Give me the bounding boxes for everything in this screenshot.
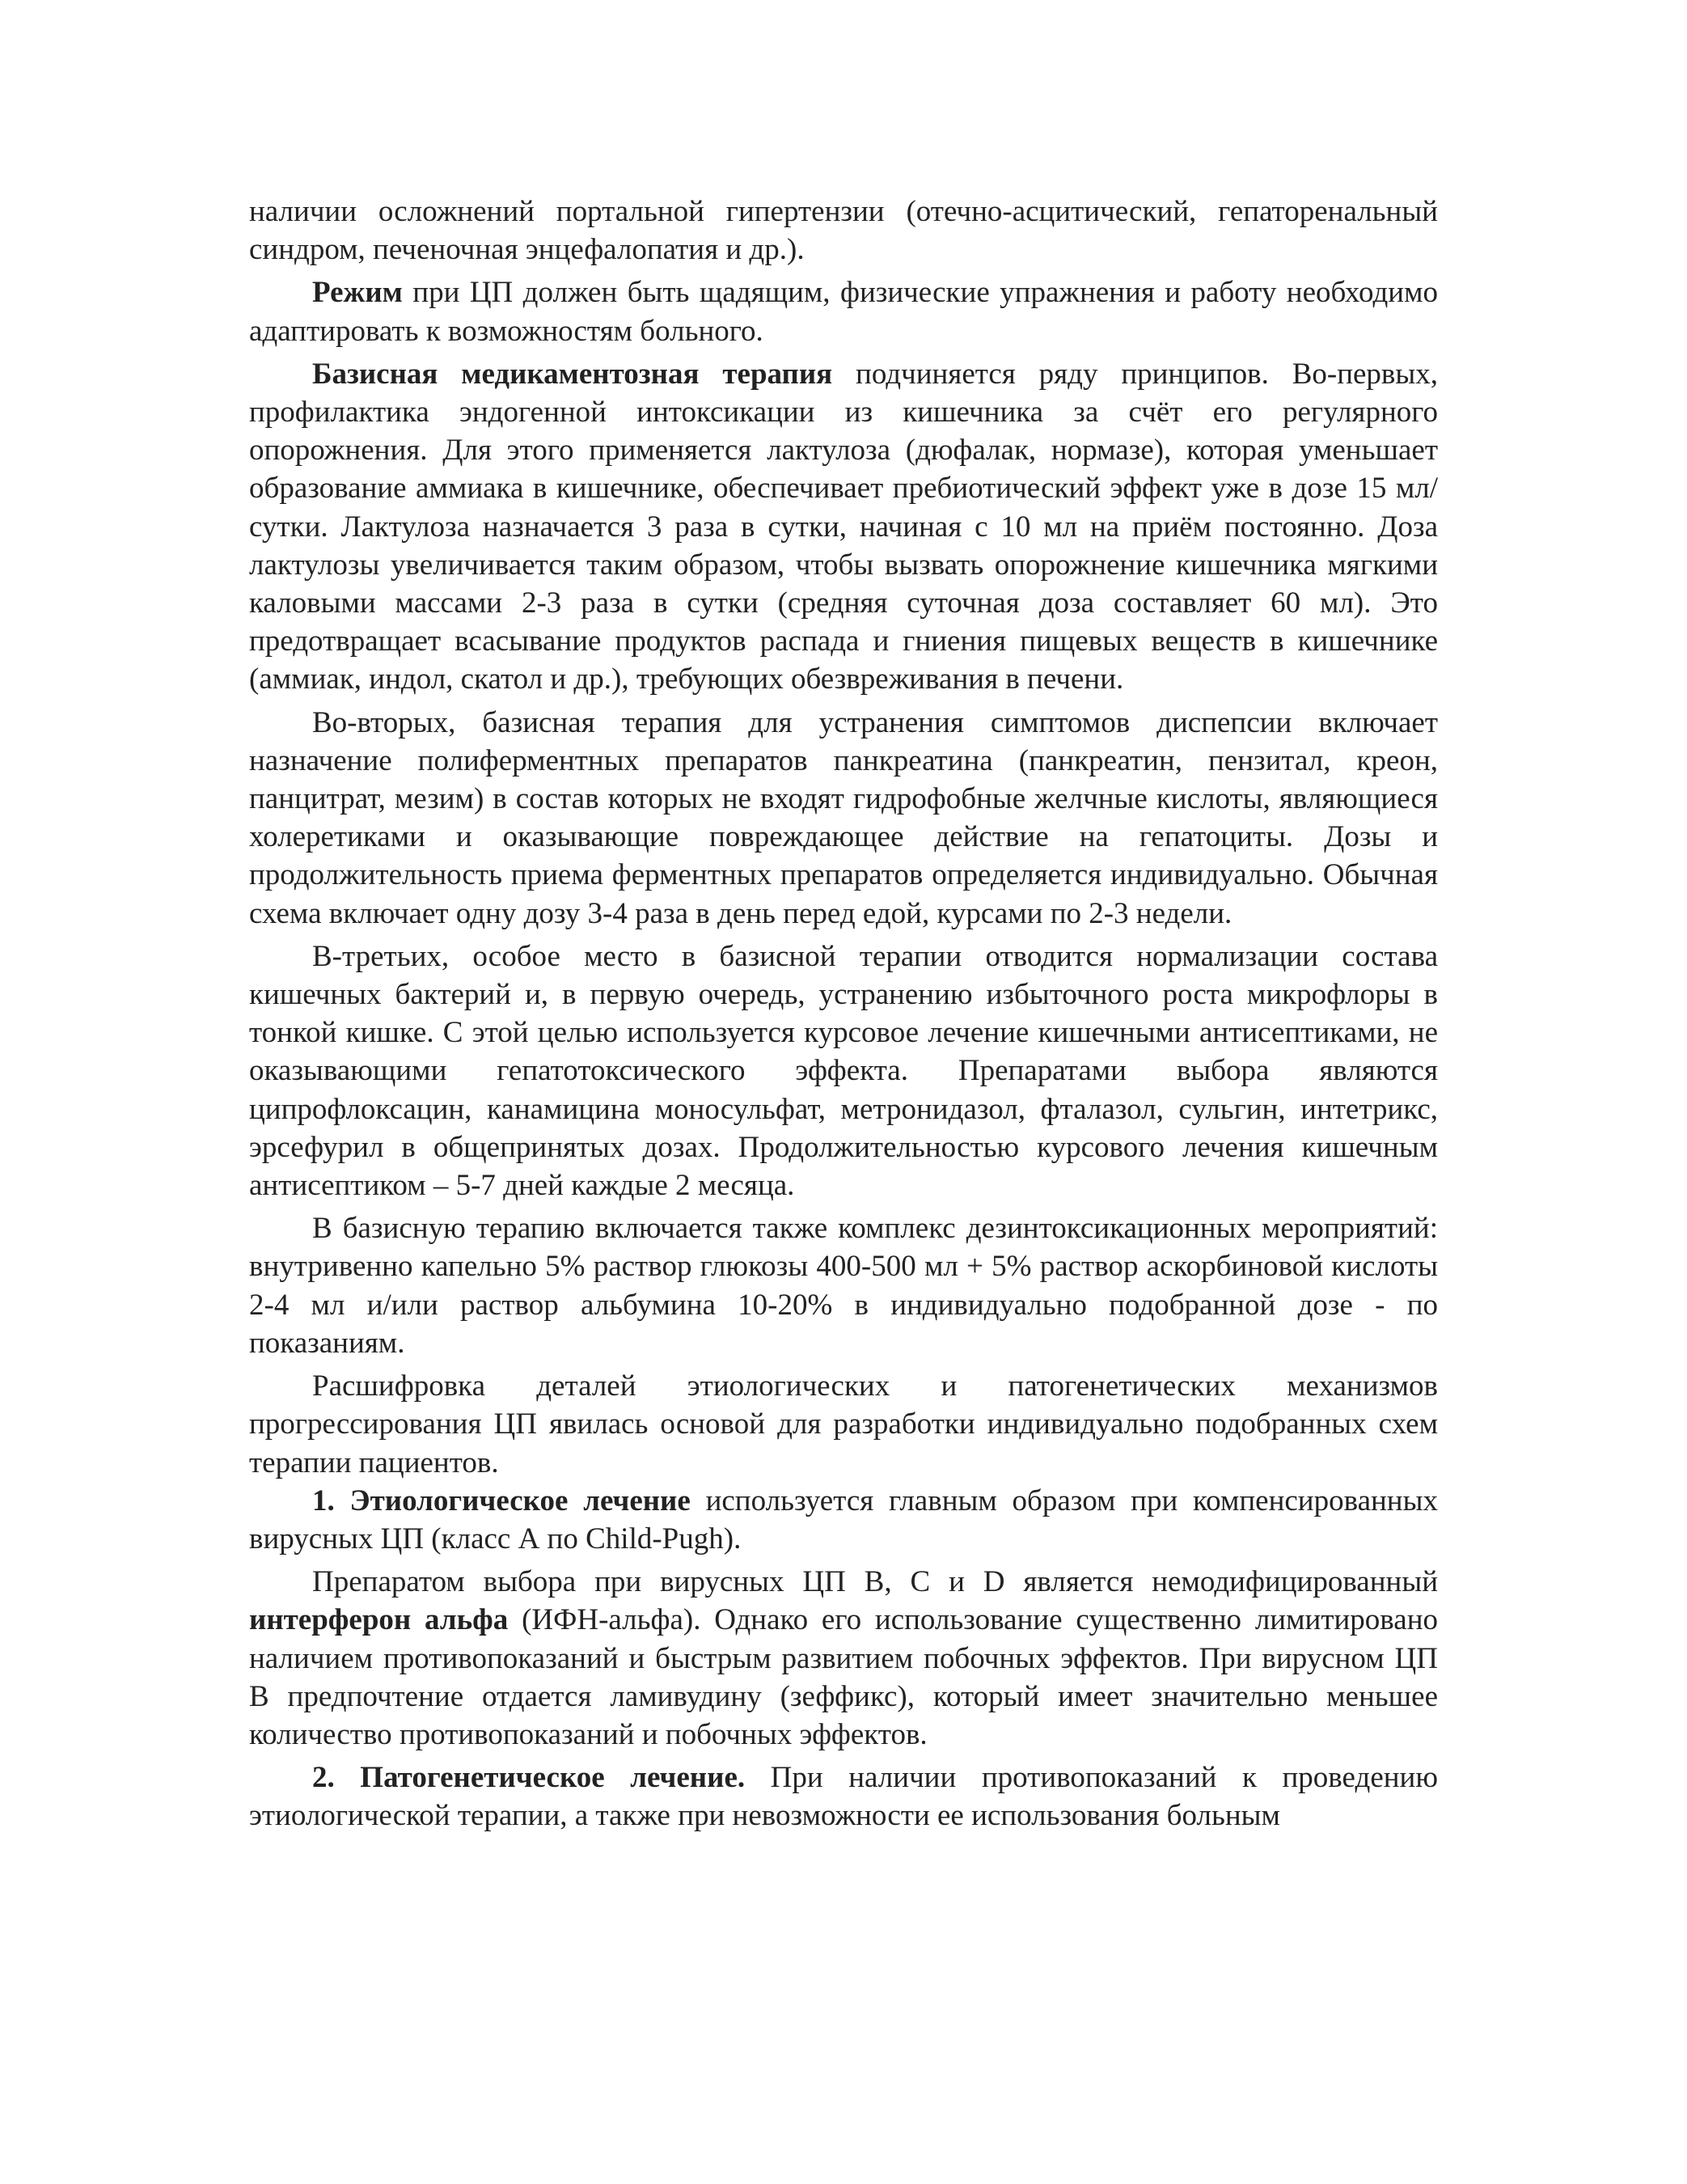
term-interferon: интерферон альфа bbox=[249, 1603, 509, 1637]
term-regime: Режим bbox=[312, 276, 403, 310]
paragraph-pathogenetic-treatment bbox=[249, 1759, 1438, 1835]
heading-pathogenetic-treatment: 2. Патогенетическое лечение. bbox=[312, 1761, 746, 1795]
paragraph-text: Во-вторых, базисная терапия для устранения симптомов диспепсии включает назначение полиферментных препаратов панкреатина (панкреатин, пензитал, креон, панцитрат, мезим) в состав которых не входят гидрофобные желчные кислоты, являющиеся холеретиками и оказывающие повреждающее действие на гепатоциты. Дозы и продолжительность приема ферментных препаратов определяется индивидуально. Обычная схема включает одну дозу 3-4 раза в день перед едой, курсами по 2-3 недели. bbox=[249, 705, 1438, 930]
paragraph-detox bbox=[249, 1209, 1438, 1362]
paragraph-portal-hypertension bbox=[249, 193, 1438, 269]
paragraph-text: Расшифровка деталей этиологических и патогенетических механизмов прогрессирования ЦП явилась основой для разработки индивидуально подобранных схем терапии пациентов. bbox=[249, 1369, 1438, 1479]
paragraph-text: В базисную терапию включается также комплекс дезинтоксикационных мероприятий: внутривенно капельно 5% раствор глюкозы 400-500 мл + 5% раствор аскорбиновой кислоты 2-4 мл и/или раствор альбумина 10-20% в индивидуально подобранной дозе - по показаниям. bbox=[249, 1212, 1438, 1360]
paragraph-basic-therapy bbox=[249, 355, 1438, 699]
paragraph-text: (ИФН-альфа). Однако его использование существенно лимитировано наличием противопоказаний и быстрым развитием побочных эффектов. При вирусном ЦП В предпочтение отдается ламивудину (зеффикс), который имеет значительно меньшее количество противопоказаний и побочных эффектов. bbox=[249, 1603, 1438, 1751]
paragraph-etiological-treatment bbox=[249, 1482, 1438, 1558]
paragraph-regime bbox=[249, 273, 1438, 349]
document-page bbox=[249, 193, 1438, 1835]
paragraph-text: наличии осложнений портальной гипертензии (отечно-асцитический, гепаторенальный синдром, печеночная энцефалопатия и др.). bbox=[249, 195, 1438, 267]
paragraph-text: подчиняется ряду принципов. Во-первых, профилактика эндогенной интоксикации из кишечника за счёт его регулярного опорожнения. Для этого применяется лактулоза (дюфалак, нормазе), которая уменьшает образование аммиака в кишечнике, обеспечивает пребиотический эффект уже в дозе 15 мл/сутки. Лактулоза назначается 3 раза в сутки, начиная с 10 мл на приём постоянно. Доза лактулозы увеличивается таким образом, чтобы вызвать опорожнение кишечника мягкими каловыми массами 2-3 раза в сутки (средняя суточная доза составляет 60 мл). Это предотвращает всасывание продуктов распада и гниения пищевых веществ в кишечнике (аммиак, индол, скатол и др.), требующих обезвреживания в печени. bbox=[249, 357, 1439, 696]
paragraph-text: используется главным образом при компенсированных вирусных ЦП (класс А по Child-Pugh). bbox=[249, 1484, 1438, 1555]
paragraph-thirdly bbox=[249, 938, 1438, 1204]
paragraph-text-before: Препаратом выбора при вирусных ЦП В, С и D является немодифицированный bbox=[312, 1565, 1438, 1599]
paragraph-text: При наличии противопоказаний к проведению этиологической терапии, а также при невозможности ее использования больным bbox=[249, 1761, 1438, 1833]
paragraph-secondly bbox=[249, 704, 1438, 933]
paragraph-text: В-третьих, особое место в базисной терапии отводится нормализации состава кишечных бактерий и, в первую очередь, устранению избыточного роста микрофлоры в тонкой кишке. С этой целью используется курсовое лечение кишечными антисептиками, не оказывающими гепатотоксического эффекта. Препаратами выбора являются ципрофлоксацин, канамицина моносульфат, метронидазол, фталазол, сульгин, интетрикс, эрсефурил в общепринятых дозах. Продолжительностью курсового лечения кишечным антисептиком – 5-7 дней каждые 2 месяца. bbox=[249, 939, 1438, 1203]
term-basic-therapy: Базисная медикаментозная терапия bbox=[312, 357, 833, 391]
paragraph-text: при ЦП должен быть щадящим, физические упражнения и работу необходимо адаптировать к возможностям больного. bbox=[249, 276, 1438, 348]
paragraph-mechanisms bbox=[249, 1367, 1438, 1482]
paragraph-interferon bbox=[249, 1563, 1438, 1754]
heading-etiological-treatment: 1. Этиологическое лечение bbox=[312, 1484, 691, 1517]
